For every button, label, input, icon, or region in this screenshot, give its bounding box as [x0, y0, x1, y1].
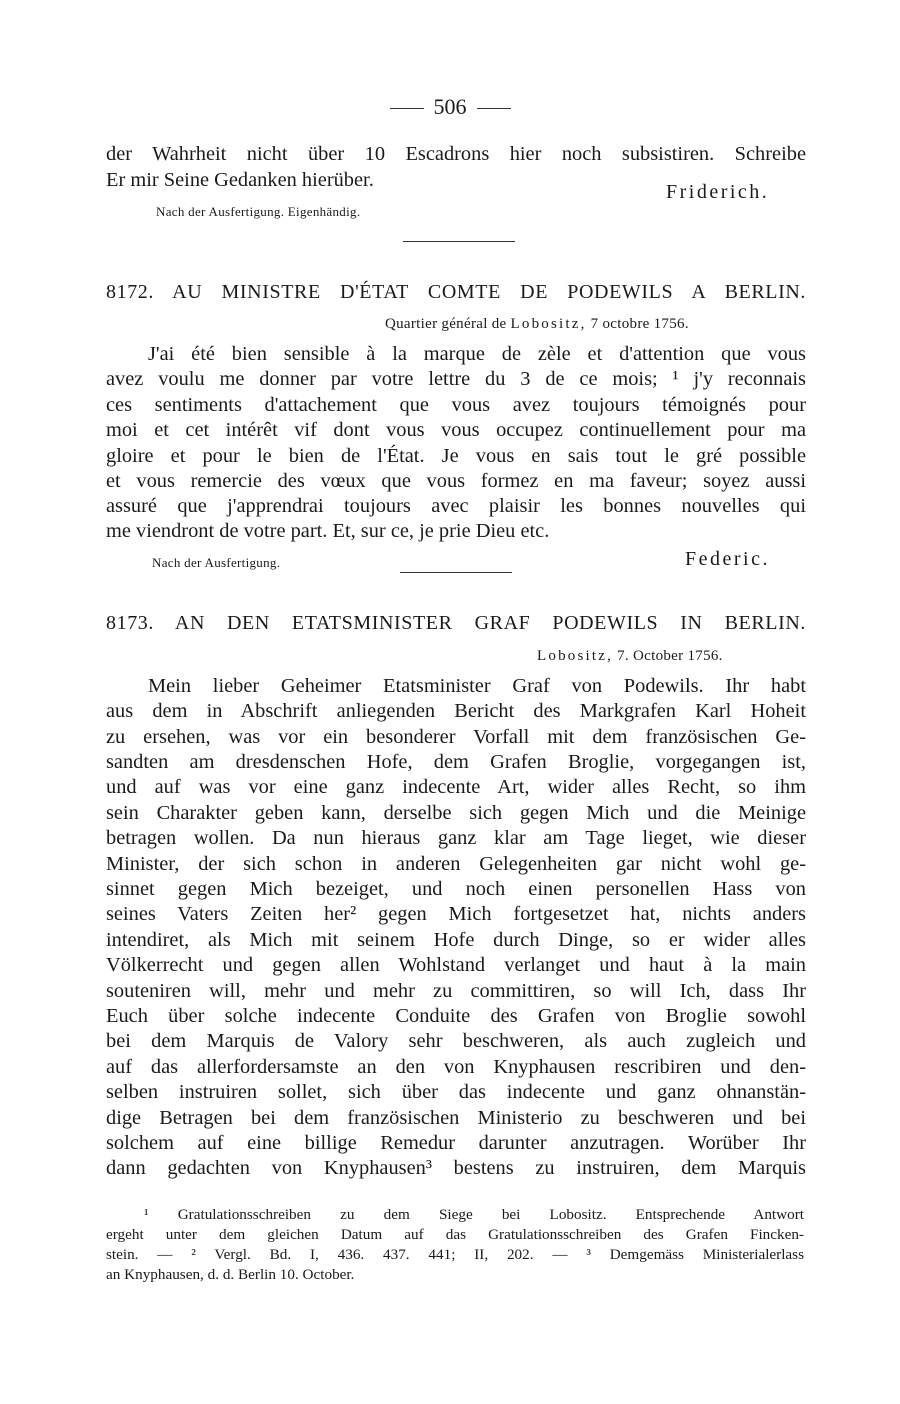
- letter-8172-dateline: [385, 316, 689, 333]
- letter-8173-line-14: Euch über solche indecente Conduite des Grafen von Broglie sowohl: [106, 1005, 806, 1027]
- letter-8173-line-6: sein Charakter geben kann, derselbe sich gegen Mich und die Meinige: [106, 802, 806, 824]
- letter-8173-line-17: selben instruiren sollet, sich über das indecente und ganz ohnanstän-: [106, 1081, 806, 1103]
- letter-8172-line-2: avez voulu me donner par votre lettre du 3 de ce mois; ¹ j'y reconnais: [106, 368, 806, 390]
- letter-8173-dateline: [537, 648, 723, 665]
- top-line-1: der Wahrheit nicht über 10 Escadrons hier noch subsistiren. Schreibe: [106, 143, 806, 165]
- letter-8173-line-4: sandten am dresdenschen Hofe, dem Grafen Broglie, vorgegangen ist,: [106, 751, 806, 773]
- letter-8173-line-2: aus dem in Abschrift anliegenden Bericht des Markgrafen Karl Hoheit: [106, 700, 806, 722]
- letter-8172-line-4: moi et cet intérêt vif dont vous vous occupez continuellement pour ma: [106, 419, 806, 441]
- source-note-1: Nach der Ausfertigung. Eigenhändig.: [156, 204, 361, 219]
- footnote-line-2: ergeht unter dem gleichen Datum auf das Gratulationsschreiben des Grafen Fincken-: [106, 1226, 804, 1243]
- signature-federic: Federic.: [685, 548, 770, 570]
- letter-8172-line-3: ces sentiments d'attachement que vous avez toujours témoignés pour: [106, 394, 806, 416]
- letter-8173-line-15: bei dem Marquis de Valory sehr beschweren, als auch zugleich und: [106, 1030, 806, 1052]
- letter-8172-heading: 8172. AU MINISTRE D'ÉTAT COMTE DE PODEWILS A BERLIN.: [106, 281, 806, 303]
- dateline-date: 7 octobre 1756.: [590, 316, 689, 332]
- letter-8172-line-7: assuré que j'apprendrai toujours avec plaisir les bonnes nouvelles qui: [106, 495, 806, 517]
- letter-8172-line-8: me viendront de votre part. Et, sur ce, je prie Dieu etc.: [106, 520, 550, 542]
- letter-8173-line-3: zu ersehen, was vor ein besonderer Vorfall mit dem französischen Ge-: [106, 726, 806, 748]
- signature-friderich: Friderich.: [666, 181, 770, 203]
- letter-8173-heading: 8173. AN DEN ETATSMINISTER GRAF PODEWILS IN BERLIN.: [106, 612, 806, 634]
- top-line-2: Er mir Seine Gedanken hierüber.: [106, 169, 374, 191]
- divider-2: [400, 572, 512, 573]
- page-number-line: [0, 94, 900, 120]
- letter-8173-line-11: intendiret, als Mich mit seinem Hofe durch Dinge, so er wider alles: [106, 929, 806, 951]
- letter-8173-line-5: und auf was vor eine ganz indecente Art, wider alles Recht, so ihm: [106, 776, 806, 798]
- footnote-line-4: an Knyphausen, d. d. Berlin 10. October.: [106, 1266, 355, 1283]
- letter-8173-line-19: solchem auf eine billige Remedur darunter anzutragen. Worüber Ihr: [106, 1132, 806, 1154]
- dateline-date: 7. October 1756.: [617, 648, 723, 664]
- footnote-line-1: ¹ Gratulationsschreiben zu dem Siege bei Lobositz. Entsprechende Antwort: [144, 1206, 804, 1223]
- dash-left: [390, 108, 424, 109]
- page-number: 506: [433, 94, 467, 119]
- letter-8173-line-8: Minister, der sich schon in anderen Gelegenheiten gar nicht wohl ge-: [106, 853, 806, 875]
- dateline-place: Lobositz,: [510, 316, 587, 332]
- dateline-place: Lobositz,: [537, 648, 614, 664]
- letter-8173-line-20: dann gedachten von Knyphausen³ bestens zu instruiren, dem Marquis: [106, 1157, 806, 1179]
- letter-8172-line-1: J'ai été bien sensible à la marque de zèle et d'attention que vous: [148, 343, 806, 365]
- letter-8173-line-10: seines Vaters Zeiten her² gegen Mich fortgesetzet hat, nichts anders: [106, 903, 806, 925]
- letter-8173-line-7: betragen wollen. Da nun hieraus ganz klar am Tage lieget, wie dieser: [106, 827, 806, 849]
- letter-8172-line-5: gloire et pour le bien de l'État. Je vous en sais tout le gré possible: [106, 445, 806, 467]
- dash-right: [477, 108, 511, 109]
- divider-1: [403, 241, 515, 242]
- letter-8173-line-12: Völkerrecht und gegen allen Wohlstand verlanget und haut à la main: [106, 954, 806, 976]
- footnote-line-3: stein. — ² Vergl. Bd. I, 436. 437. 441; II, 202. — ³ Demgemäss Ministerialerlass: [106, 1246, 804, 1263]
- letter-8173-line-1: Mein lieber Geheimer Etatsminister Graf von Podewils. Ihr habt: [148, 675, 806, 697]
- letter-8173-line-9: sinnet gegen Mich bezeiget, und noch einen personellen Hass von: [106, 878, 806, 900]
- letter-8173-line-16: auf das allerfordersamste an den von Knyphausen rescribiren und den-: [106, 1056, 806, 1078]
- source-note-2: Nach der Ausfertigung.: [152, 555, 281, 570]
- dateline-prefix: Quartier général de: [385, 316, 507, 332]
- letter-8173-line-18: dige Betragen bei dem französischen Ministerio zu beschweren und bei: [106, 1107, 806, 1129]
- letter-8172-line-6: et vous remercie des vœux que vous formez en ma faveur; soyez aussi: [106, 470, 806, 492]
- letter-8173-line-13: souteniren will, mehr und mehr zu committiren, so will Ich, dass Ihr: [106, 980, 806, 1002]
